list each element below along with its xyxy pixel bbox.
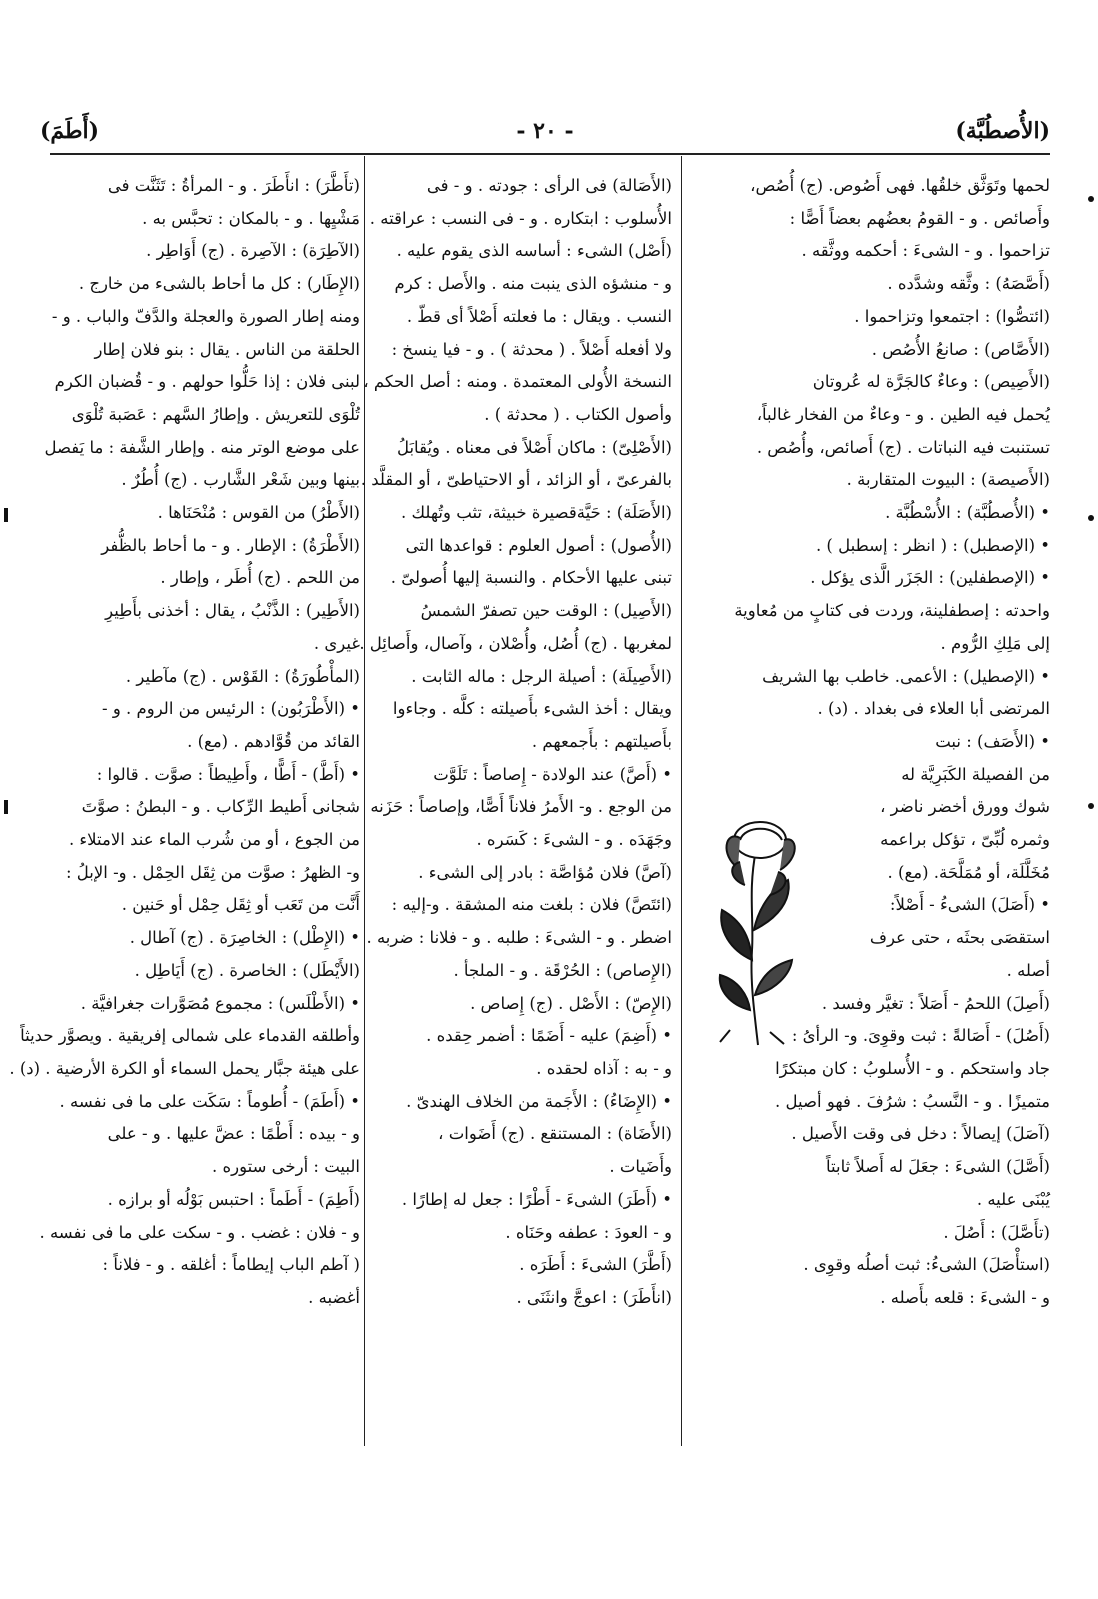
text-line: من الوجع . و- الأَمرُ فلاناً أَصًّا، وإصاصاً : حَزَنه [370,797,672,817]
text-line: (الأَصِيص) : وعاءٌ كالجَرَّة له عُروتان [812,372,1050,392]
text-line: (آصَلَ) إيصالاً : دخل فى وقت الأَصيل . [791,1124,1050,1144]
margin-tick [4,508,8,522]
text-line: أصله . [1006,960,1050,980]
text-line: ومنه إطار الصورة والعجلة والدَّفّ والباب . و - [51,306,360,326]
text-line: (الأَصيصة) : البيوت المتقاربة . [846,470,1050,490]
text-line: إلى مَلِكِ الرُّوم . [940,633,1050,653]
text-line: • (أَضِمَ) عليه - أَضَمًا : أضمر حِقده . [426,1026,672,1046]
text-line: بينها وبين شَعْر الشَّارب . (ج) أُطُرٌ . [121,470,360,490]
right-wrap-block [812,726,1050,988]
margin-dot [1088,803,1094,809]
text-line: النسخة الأُولى المعتمدة . ومنه : أصل الحكم ، [363,372,672,392]
text-line: متميزًا . و - النَّسبُ : شرُفَ . فهو أصيل . [775,1091,1050,1111]
text-line: شوك وورق أخضر ناضر ، [880,797,1050,817]
text-line: يُحمل فيه الطين . و - وعاءٌ من الفخار غالباً، [756,404,1050,424]
margin-tick [4,800,8,814]
text-line: بأَصيلتهم : بأَجمعهم . [531,731,672,751]
column-left [9,170,360,1315]
text-line: (الآطِرَة) : الآصِرة . (ج) أَوَاطِر . [146,241,360,261]
text-line: جاد واستحكم . و - الأُسلوبُ : كان مبتكرًا [775,1058,1050,1078]
text-line: (أَطَّرَ) الشىءَ : أَطَرَه . [519,1255,672,1275]
text-line: وأصول الكتاب . ( محدثة ) . [484,404,672,424]
text-line: (استأْصَلَ) الشىءُ: ثبت أصلُه وقوِى . [803,1255,1050,1275]
text-line: وأَصائص . و - القومُ بعضُهم بعضاً أَصًّا : [789,208,1050,228]
text-line: (ائتصُّوا) : اجتمعوا وتزاحموا . [854,306,1050,326]
text-line: وجَهَدَه . و - الشىءَ : كَسَره . [476,830,672,850]
margin-dot [1088,515,1094,521]
text-line: و - به : آذاه لحقده . [536,1058,672,1078]
column-divider-right [681,156,682,1446]
text-line: (الإِطَار) : كل ما أحاط بالشىء من خارج . [78,274,360,294]
text-line: أغضبه . [308,1287,360,1307]
text-line: • (الأُصطُبَّة) : الأُسْطُبَّة . [885,503,1050,523]
text-line: (الأَصِيلَة) : أصيلة الرجل : ماله الثابت . [411,666,672,686]
text-line: (الأَصْلِىّ) : ماكان أَصْلاً فى معناه . ويُقابَلُ [396,437,672,457]
text-line: و - العودَ : عطفه وحَنَاه . [505,1222,672,1242]
text-line: • (أَطَمَ) - أُطوماً : سَكَت على ما فى نفسه . [59,1091,360,1111]
text-line: (الأَطْرُ) من القوس : مُنْحَنَاها . [157,503,360,523]
text-line: (أَصِلَ) اللحمُ - أَصَلاً : تغيَّر وفسد . [821,993,1050,1013]
text-line: • (الأَطْلَس) : مجموع مُصَوَّرات جغرافيَّة . [80,993,360,1013]
text-line: المرتضى أبا العلاء فى بغداد . (د) . [817,699,1050,719]
text-line: و - الشىءَ : قلعه بأَصله . [880,1287,1050,1307]
text-line: أَنَّت من تَعَب أو ثِقَل حِمْل أو حَنين . [121,895,360,915]
text-line: • (الإِطْل) : الخاصِرَة . (ج) آطال . [129,928,360,948]
text-line: • (أَطَرَ) الشىءَ - أَطْرًا : جعل له إطارًا . [401,1189,672,1209]
text-line: و - بيده : أَطْمًا : عضَّ عليها . و - على [107,1124,360,1144]
text-line: (أَصَّلَ) الشىءَ : جعَلَ له أَصلاً ثابتاً [825,1157,1050,1177]
text-line: (الإِصّ) : الأَصْل . (ج) إِصاص . [470,993,672,1013]
text-line: لمغربها . (ج) أُصُل، وأُصْلان ، وآصال، وأَصائِل . [359,633,672,653]
text-line: و - فلان : غضب . و - سكت على ما فى نفسه . [39,1222,360,1242]
text-line: تستنبت فيه النباتات . (ج) أَصائص، وأُصُص . [756,437,1050,457]
text-line: • (أَصَلَ) الشىءُ - أَصْلاً: [889,895,1050,915]
text-line: يُبْنَى عليه . [976,1189,1050,1209]
text-line: (الأَصَالة) فى الرأى : جودته . و - فى [426,176,672,195]
text-line: ( آطم الباب إيطاماً : أغلقه . و - فلاناً : [102,1255,360,1275]
text-line: (الإِصاص) : الحُرْقَة . و - الملجأ . [453,960,672,980]
text-line: و- الظهرُ : صوَّت من ثِقَل الحِمْل . و- الإبلُ : [65,862,360,882]
text-line: واحدته : إصطفلينة، وردت فى كتابٍ من مُعاوية [734,601,1050,621]
text-line: (ائتَصَّ) فلان : بلغت منه المشقة . و-إليه : [391,895,672,915]
text-line: لحمها وتَوَثَّق خلقُها. فهى أَصُوص. (ج) أُصُص، [750,176,1050,195]
text-line: على هيئة جبَّار يحمل السماء أو الكرة الأرضية . (د) . [9,1058,360,1078]
text-line: على موضع الوتر منه . وإطار الشَّفة : ما يَفصل [44,437,360,457]
right-top-block [692,170,1050,726]
text-line: من اللحم . (ج) أُطَر ، وإطار . [160,568,360,588]
text-line: من الجوع ، أو من شُرب الماء عند الامتلاء . [68,830,360,850]
margin-dot [1088,196,1094,202]
text-line: استقصَى بحثَه ، حتى عرف [869,928,1050,948]
text-line: (الأُصول) : أصول العلوم : قواعدها التى [405,535,672,555]
text-line: (أَطِمَ) - أَطَماً : احتبس بَوْلُه أو برازه . [107,1189,360,1209]
text-line: شجانى أَطيط الرِّكاب . و - البطنُ : صوَّتَ [81,797,360,817]
text-line: بالفرعىّ ، أو الزائد ، أو الاحتياطىّ ، أو المقلَّد . [360,470,672,490]
text-line: الأُسلوب : ابتكاره . و - فى النسب : عراقته . [369,208,672,228]
text-line: مَشْيِها . و - بالمكان : تحبَّس به . [142,208,360,228]
text-line: • (الأَطْرَبُون) : الرئيس من الروم . و - [102,699,360,719]
text-line: (المأْطُورَةُ) : القَوْس . (ج) مآطير . [125,666,360,686]
text-line: • (الإصطبل) : ( انظر : إسطبل ) . [815,535,1050,555]
header-first-entry: (الأُصطُبَّة) [955,118,1050,144]
text-line: (الأَصِيل) : الوقت حين تصفرّ الشمسُ [420,601,672,621]
text-line: (أَصُلَ) - أَصَالةً : ثبت وقوِىَ. و- الرأىُ : [791,1026,1050,1046]
text-line: (الأَصَّاص) : صانعُ الأُصُص . [871,339,1050,359]
text-line: • (أَصَّ) عند الولادة - إِصاصاً : تَلَوَّت [433,764,672,784]
text-line: مُخَلَّلَة، أو مُمَلَّحَة. (مع) . [887,862,1050,882]
column-middle [359,170,672,1315]
text-line: • (أَطَّ) - أَطًّا ، وأَطِيطاً : صوَّت . قالوا : [96,764,360,784]
text-line: (الأَطْرَةُ) : الإطار . و - ما أحاط بالظُّفر [101,535,360,555]
plant-illustration [700,810,810,1050]
text-line: وأَضَيات . [609,1157,672,1177]
text-line: (تأَصَّلَ) : أَصُلَ . [943,1222,1050,1242]
text-line: وثمره لُبِّىّ ، تؤكل براعمه [880,830,1050,850]
text-line: الحلقة من الناس . يقال : بنو فلان إطار [94,339,360,359]
text-line: (تأَطَّرَ) : انأَطَرَ . و - المرأةُ : تَثَنَّت فى [107,176,360,195]
text-line: (آصَّ) فلان مُؤاصَّة : بادر إلى الشىء . [418,862,672,882]
text-line: • (الإصطيل) : الأعمى. خاطب بها الشريف [762,666,1050,686]
text-line: البيت : أرخى ستوره . [211,1157,360,1177]
text-line: النسب . ويقال : ما فعلته أَصْلاً أى قطّ . [406,306,672,326]
text-line: (الأَيْطَل) : الخاصرة . (ج) أَيَاطِل . [134,960,360,980]
text-line: القائد من قُوَّادهم . (مع) . [187,731,360,751]
text-line: و - منشؤه الذى ينبت منه . والأَصل : كرم [394,274,672,294]
text-line: ولا أفعله أَصْلاً . ( محدثة ) . و - فيا ينسخ : [391,339,672,359]
text-line: تُلْوَى للتعريش . وإطارُ السَّهم : عَصَبة تُلْوَى [71,404,360,424]
header-rule [50,153,1050,155]
text-line: تبنى عليها الأحكام . والنسبة إليها أُصولىّ . [390,568,672,588]
text-line: (انأَطَرَ) : اعوجَّ وانثَنَى . [516,1287,672,1307]
text-line: ويقال : أخذ الشىء بأَصيلته : كلَّه . وجاءوا [392,699,672,719]
column-right [692,170,1050,1315]
text-line: من الفصيلة الكَبَرِيَّة له [901,764,1050,784]
column-divider-left [364,156,365,1446]
text-line: اضطر . و - الشىءَ : طلبه . و - فلانا : ضربه . [366,928,672,948]
text-line: وأطلقه القدماء على شمالى إفريقية . ويصوَّر حديثاً [20,1026,360,1046]
text-line: • (الإصطفلين) : الجَزَر الَّذى يؤكل . [810,568,1050,588]
text-line: • (الإِضَاءُ) : الأَجَمة من الخلاف الهندىّ . [406,1091,672,1111]
text-line: لبنى فلان : إذا حَلُّوا حولهم . و - قُضبان الكرم [54,372,360,392]
text-line: (الأَضَاة) : المستنقع . (ج) أَضَوات ، [438,1124,672,1144]
text-line: (الأَطِير) : الذَّنْبُ ، يقال : أخذنى بأَطِيرِ [105,601,360,621]
text-line: • (الأَصَف) : نبت [935,731,1050,751]
text-line: تزاحموا . و - الشىءَ : أحكمه ووثَّقه . [801,241,1050,261]
text-line: (الأَصَلَة) : حَيَّةقصيرة خبيثة، تثب وتُهلك . [400,503,672,523]
page-header [40,118,1050,150]
page-number: - ٢٠ - [516,118,574,144]
text-line: غيرى . [313,633,360,653]
text-line: (أَصَّصَهُ) : وثَّقه وشدَّده . [887,274,1050,294]
header-last-entry: (أَطَمَ) [40,118,100,144]
text-line: (أَصْل) الشىء : أساسه الذى يقوم عليه . [396,241,672,261]
